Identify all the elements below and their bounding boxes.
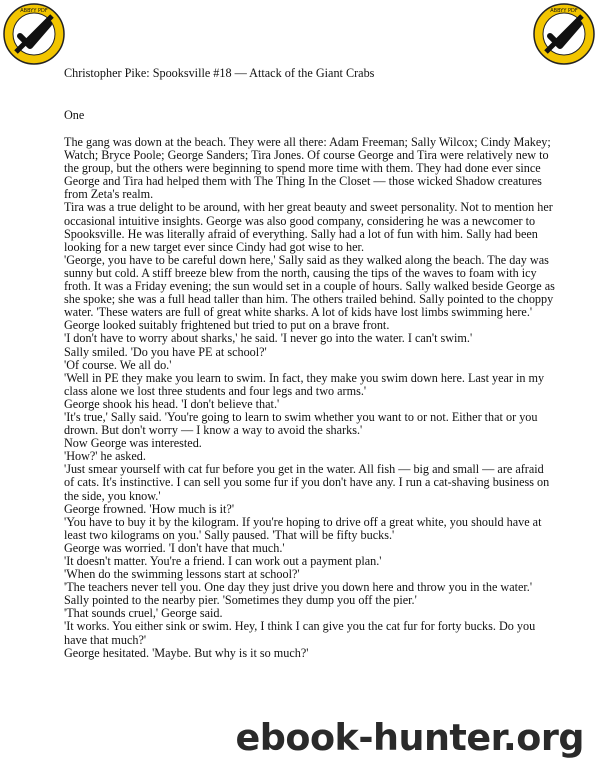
paragraph: 'Of course. We all do.'	[64, 357, 172, 372]
paragraph: 'I don't have to worry about sharks,' he said. 'I never go into the water. I can't swim.'	[64, 331, 473, 346]
paragraph: Now George was interested.	[64, 436, 202, 451]
abbyy-seal-icon	[532, 2, 596, 66]
abbyy-stamp-left[interactable]	[2, 2, 66, 66]
paragraph: 'Just smear yourself with cat fur before you get in the water. All fish — big and small — are afraid of cats. It's instinctive. I can sell you some fur if you don't have any. I run a cat-shaving business on the side, you know.'	[64, 462, 550, 503]
paragraph: George looked suitably frightened but tried to put on a brave front.	[64, 318, 390, 333]
paragraph: 'You have to buy it by the kilogram. If you're hoping to drive off a great white, you should have at least two kilograms on you.' Sally paused. 'That will be fifty bucks.'	[64, 514, 542, 542]
paragraph: 'It's true,' Sally said. 'You're going to learn to swim whether you want to or not. Either that or you drown. But don't worry — I know a way to avoid the sharks.'	[64, 409, 538, 438]
paragraph: 'Well in PE they make you learn to swim. In fact, they make you swim down here. Last year in my class alone we lost three students and four legs and two arms.'	[64, 370, 545, 398]
paragraph: The gang was down at the beach. They were all there: Adam Freeman; Sally Wilcox; Cindy Makey; Watch; Bryce Poole; George Sanders; Tira Jones. Of course George and Tira were relatively new to the group, but the others were beginning to spend more time with them. They had done ever since George and Tira had helped them with The Thing In the Closet — those wicked Shadow creatures from Zeta's realm.	[64, 135, 551, 202]
paragraph: 'George, you have to be careful down here,' Sally said as they walked along the beach. The day was sunny but cold. A stiff breeze blew from the north, causing the tips of the waves to foam with icy froth. It was a Friday evening; the sun would set in a couple of hours. Sally walked beside George as she spoke; she was a full head taller than him. The others trailed behind. Sally pointed to the choppy water. 'These waters are full of great white sharks. A lot of kids have lost limbs swimming here.'	[64, 252, 555, 320]
paragraph: George hesitated. 'Maybe. But why is it so much?'	[64, 645, 309, 660]
paragraph: 'That sounds cruel,' George said.	[64, 606, 223, 621]
paragraph: 'When do the swimming lessons start at school?'	[64, 567, 300, 582]
paragraph: George frowned. 'How much is it?'	[64, 501, 235, 516]
document-title: Christopher Pike: Spooksville #18 — Attack of the Giant Crabs	[64, 66, 375, 80]
paragraph: 'The teachers never tell you. One day they just drive you down here and throw you in the water.' Sally pointed to the nearby pier. 'Sometimes they dump you off the pier.'	[64, 580, 533, 608]
paragraph: 'How?' he asked.	[64, 449, 146, 464]
paragraph: George shook his head. 'I don't believe that.'	[64, 396, 280, 411]
chapter-heading: One	[64, 108, 85, 122]
site-watermark: ebook-hunter.org	[235, 716, 584, 759]
paragraph: 'It doesn't matter. You're a friend. I can work out a payment plan.'	[64, 554, 382, 568]
body-text	[64, 136, 556, 660]
paragraph: Tira was a true delight to be around, with her great beauty and sweet personality. Not to mention her occasional intuitive insights. George was also good company, considering he was a newcomer to Spooksville. He was literally afraid of everything. Sally had a lot of fun with him. Sally had been looking for a new target ever since Cindy had got wise to her.	[64, 200, 553, 254]
paragraph: 'It works. You either sink or swim. Hey, I think I can give you the cat fur for forty bucks. Do you have that much?'	[64, 619, 536, 647]
paragraph: George was worried. 'I don't have that much.'	[64, 540, 285, 555]
abbyy-stamp-right[interactable]	[532, 2, 596, 66]
svg-text:ABBYY PDF: ABBYY PDF	[550, 8, 578, 14]
abbyy-seal-icon	[2, 2, 66, 66]
paragraph: Sally smiled. 'Do you have PE at school?'	[64, 344, 267, 359]
svg-text:ABBYY PDF: ABBYY PDF	[20, 8, 48, 14]
